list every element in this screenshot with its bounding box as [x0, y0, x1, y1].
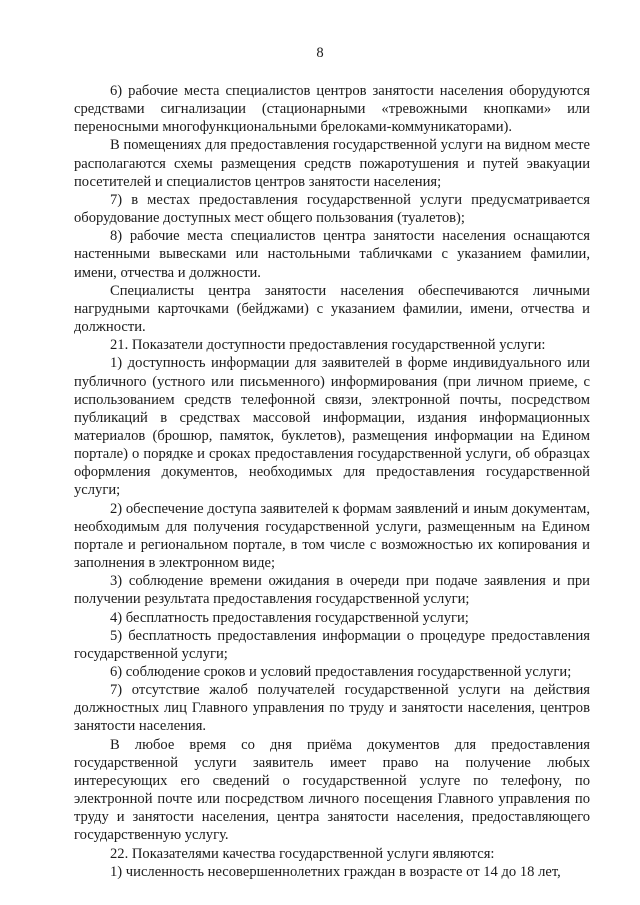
- paragraph-free-information: 5) бесплатность предоставления информации о процедуре предоставления государственной услуги;: [74, 627, 590, 662]
- paragraph-information-right: В любое время со дня приёма документов для предоставления государственной услуги заявитель имеет право на получение любых интересующих его сведений о государственной услуге по телефону, по электронной почте или посредством личного посещения Главного управления по труду и занятости населения, центра занятости населения, предоставляющего государственную услугу.: [74, 736, 590, 844]
- paragraph-waiting-time: 3) соблюдение времени ожидания в очереди при подаче заявления и при получении результата предоставления государственной услуги;: [74, 573, 590, 608]
- paragraph-workplace-alarms: 6) рабочие места специалистов центров занятости населения оборудуются средствами сигнализации (стационарными «тревожными кнопками» или переносными многофункциональными брелоками-коммуникаторами).: [74, 83, 590, 136]
- paragraph-name-plates: 8) рабочие места специалистов центра занятости населения оснащаются настенными вывесками или настольными табличками с указанием фамилии, имени, отчества и должности.: [74, 228, 590, 281]
- paragraph-minors-count: 1) численность несовершеннолетних граждан в возрасте от 14 до 18 лет,: [110, 863, 561, 880]
- paragraph-badges: Специалисты центра занятости населения обеспечиваются личными нагрудными карточками (бейджами) с указанием фамилии, имени, отчества и должности.: [74, 282, 590, 336]
- document-body: [74, 82, 590, 881]
- section-21-heading: 21. Показатели доступности предоставления государственной услуги:: [110, 337, 546, 354]
- paragraph-information-access: 1) доступность информации для заявителей в форме индивидуального или публичного (устного или письменного) информирования (при личном приеме, с использованием средств телефонной связи, электронной почты, посредством публикаций в средствах массовой информации, издания информационных материалов (брошюр, памяток, буклетов), размещения информации на Едином портале) о порядке и сроках предоставления государственной услуги, об образцах оформления документов, необходимых для предоставления государственной услуги;: [74, 355, 590, 499]
- paragraph-restrooms: 7) в местах предоставления государственной услуги предусматривается оборудование доступных мест общего пользования (туалетов);: [74, 191, 590, 227]
- paragraph-form-access: 2) обеспечение доступа заявителей к формам заявлений и иным документам, необходимым для получения государственной услуги, размещенным на Едином портале и региональном портале, в том числе с возможностью их копирования и заполнения в электронном виде;: [74, 500, 590, 572]
- paragraph-evacuation-schemes: В помещениях для предоставления государственной услуги на видном месте располагаются схемы размещения средств пожаротушения и путей эвакуации посетителей и специалистов центров занятости населения;: [74, 137, 590, 190]
- paragraph-terms-compliance: 6) соблюдение сроков и условий предоставления государственной услуги;: [110, 664, 572, 680]
- paragraph-no-complaints: 7) отсутствие жалоб получателей государственной услуги на действия должностных лиц Главного управления по труду и занятости населения, центров занятости населения.: [74, 682, 590, 735]
- page-number: 8: [316, 45, 324, 61]
- section-22-heading: 22. Показателями качества государственной услуги являются:: [110, 845, 495, 862]
- paragraph-free-service: 4) бесплатность предоставления государственной услуги;: [110, 609, 469, 626]
